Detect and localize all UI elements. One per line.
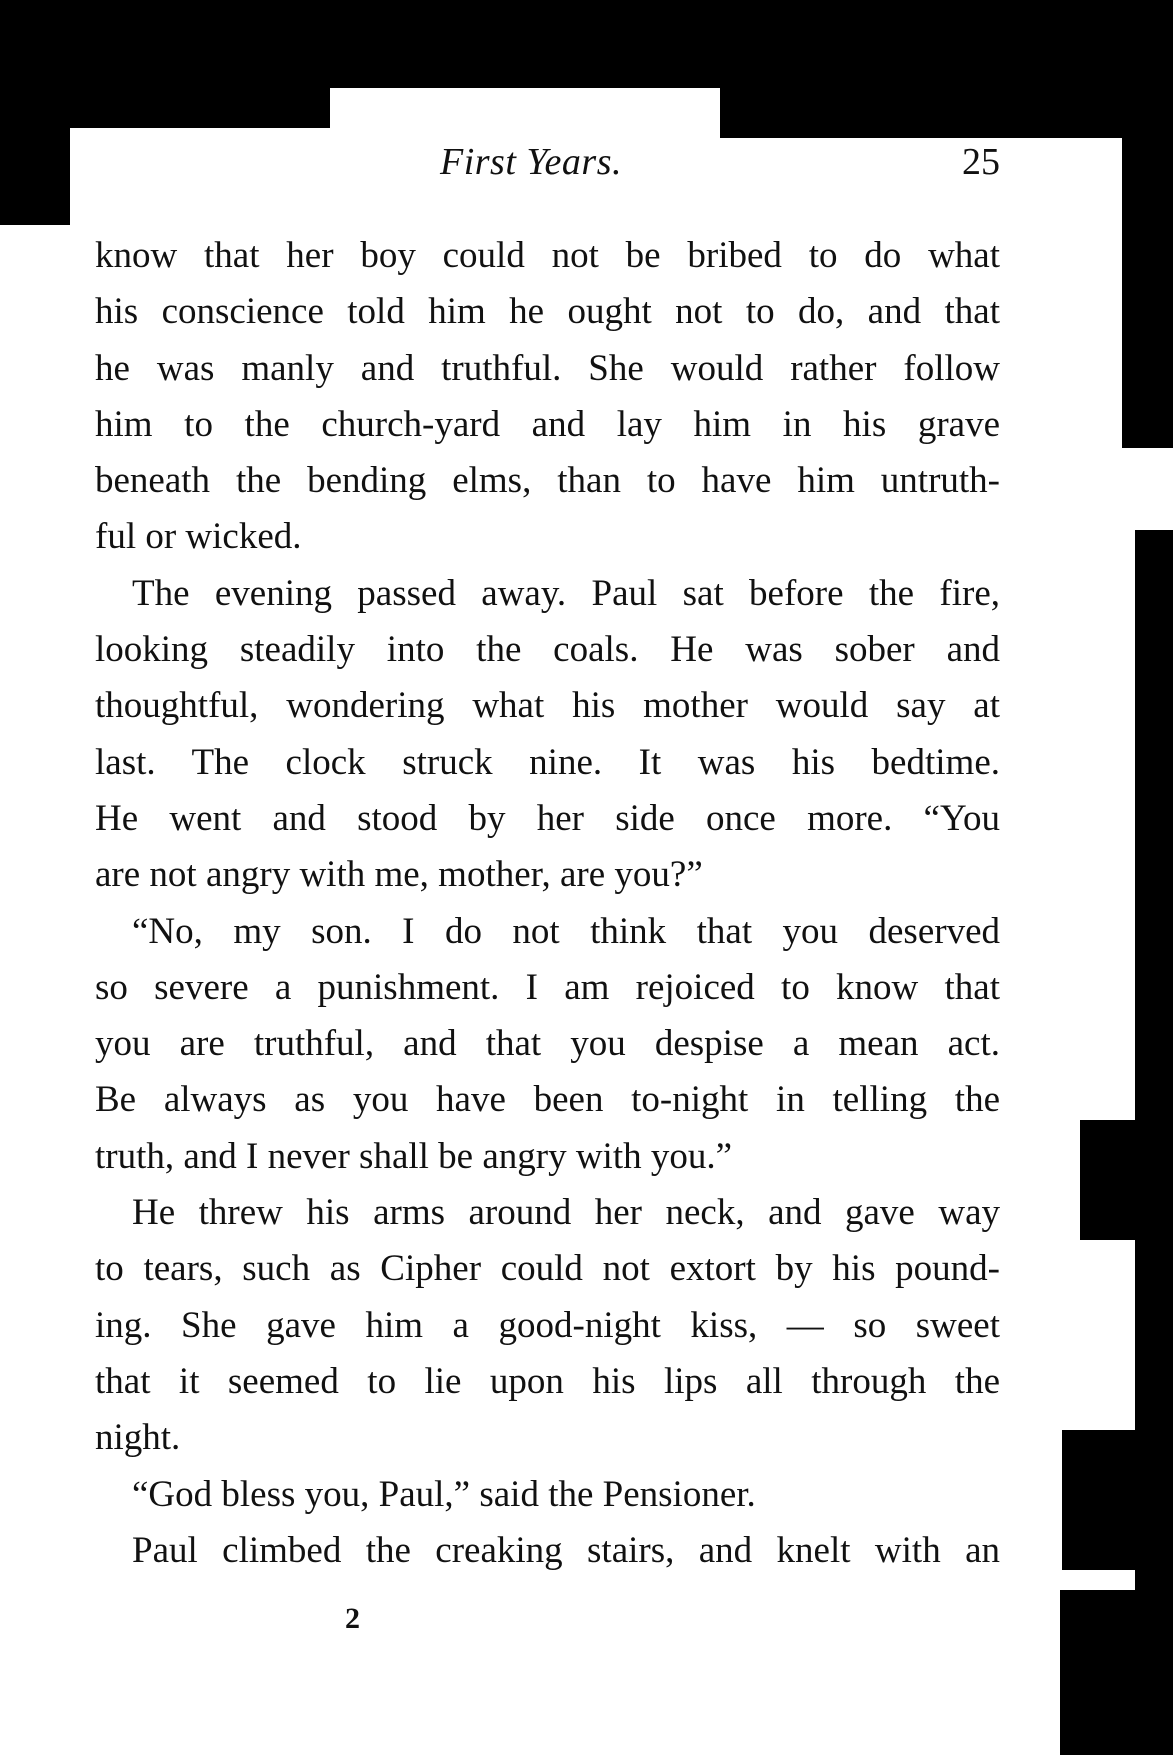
scan-edge-top [0, 0, 1173, 88]
scan-edge-right-blot [1062, 1430, 1173, 1570]
text-line: The evening passed away. Paul sat before the fire, [132, 572, 1000, 614]
text-line: ing. She gave him a good-night kiss, — so sweet [95, 1304, 1000, 1346]
text-line: you are truthful, and that you despise a mean act. [95, 1023, 1000, 1065]
text-line: to tears, such as Cipher could not extort by his pound- [95, 1248, 1000, 1290]
text-line: ful or wicked. [95, 516, 302, 558]
text-line: He went and stood by her side once more. “You [95, 797, 1000, 839]
text-line: that it seemed to lie upon his lips all through the [95, 1360, 1000, 1402]
text-line: Be always as you have been to-night in telling the [95, 1079, 1000, 1121]
scan-edge-right-upper [1122, 88, 1173, 448]
text-line: him to the church-yard and lay him in his grave [95, 403, 1000, 445]
running-title: First Years. [440, 141, 622, 183]
text-line: beneath the bending elms, than to have him untruth- [95, 460, 1000, 502]
signature-mark: 2 [345, 1602, 360, 1635]
text-line: looking steadily into the coals. He was sober and [95, 629, 1000, 671]
text-line: last. The clock struck nine. It was his bedtime. [95, 741, 1000, 783]
scan-edge-right-blot [1080, 1120, 1173, 1240]
page-header [95, 140, 1000, 190]
text-line: night. [95, 1417, 181, 1459]
text-line: thoughtful, wondering what his mother would say at [95, 685, 1000, 727]
text-line: are not angry with me, mother, are you?” [95, 854, 703, 896]
text-line: He threw his arms around her neck, and gave way [132, 1192, 1000, 1234]
text-line: so severe a punishment. I am rejoiced to know that [95, 966, 1000, 1008]
text-line: Paul climbed the creaking stairs, and knelt with an [132, 1529, 1000, 1571]
text-line: “No, my son. I do not think that you deserved [132, 910, 1000, 952]
scan-edge-notch-left [0, 88, 330, 128]
text-line: “God bless you, Paul,” said the Pensioner. [132, 1473, 756, 1515]
text-line: truth, and I never shall be angry with you.” [95, 1135, 733, 1177]
text-line: know that her boy could not be bribed to do what [95, 235, 1000, 276]
text-line: he was manly and truthful. She would rather follow [95, 347, 1000, 389]
page-number: 25 [962, 141, 1000, 183]
text-line: his conscience told him he ought not to do, and that [95, 291, 1000, 333]
scan-edge-notch-right [720, 88, 1173, 138]
scan-edge-right-blot [1060, 1590, 1173, 1755]
body-text [95, 228, 1000, 1579]
